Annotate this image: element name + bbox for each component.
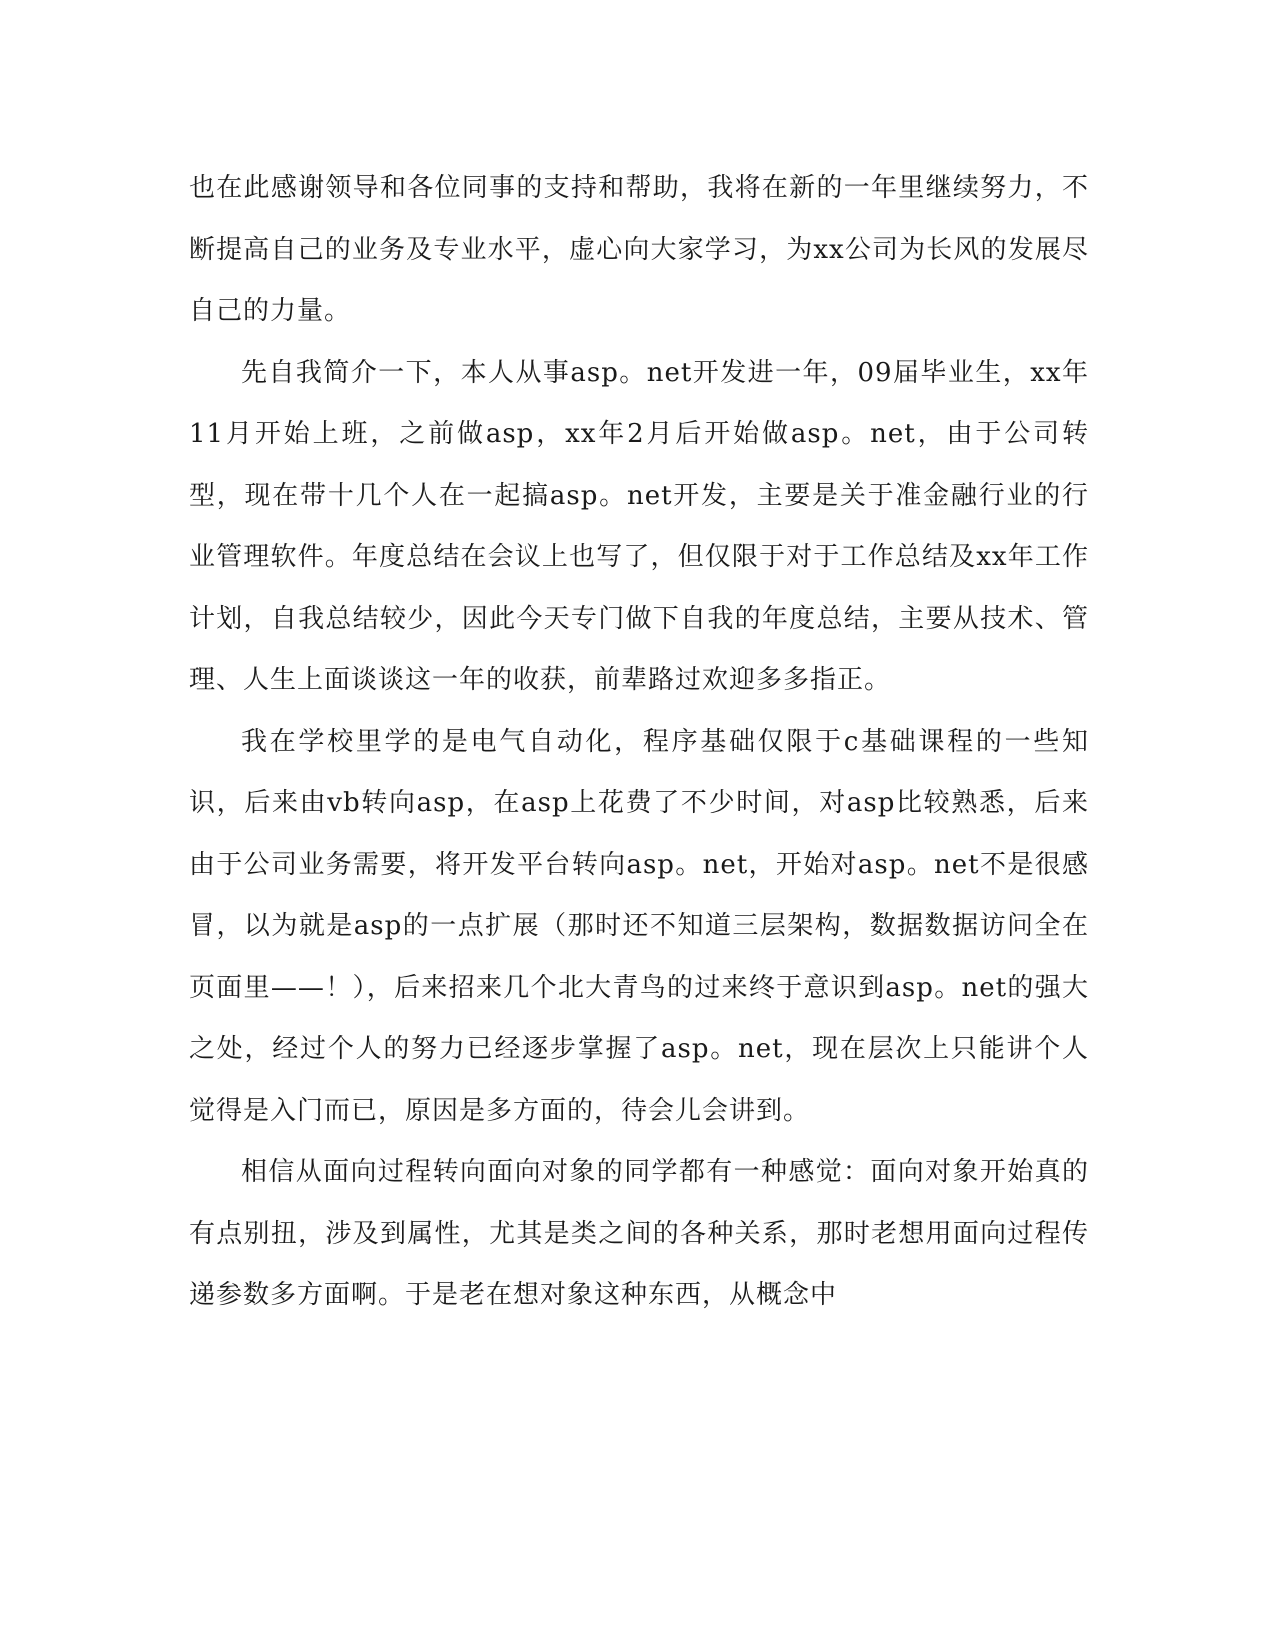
paragraph-3: 我在学校里学的是电气自动化，程序基础仅限于c基础课程的一些知识，后来由vb转向asp，在asp上花费了不少时间，对asp比较熟悉，后来由于公司业务需要，将开发平台转向asp。net，开始对asp。net不是很感冒，以为就是asp的一点扩展（那时还不知道三层架构，数据数据访问全在页面里——！），后来招来几个北大青鸟的过来终于意识到asp。net的强大之处，经过个人的努力已经逐步掌握了asp。net，现在层次上只能讲个人觉得是入门而已，原因是多方面的，待会儿会讲到。 — [189, 726, 1089, 1126]
paragraph-4: 相信从面向过程转向面向对象的同学都有一种感觉：面向对象开始真的有点别扭，涉及到属性，尤其是类之间的各种关系，那时老想用面向过程传递参数多方面啊。于是老在想对象这种东西，从概念中 — [189, 1157, 1089, 1310]
paragraph-1: 也在此感谢领导和各位同事的支持和帮助，我将在新的一年里继续努力，不断提高自己的业务及专业水平，虚心向大家学习，为xx公司为长风的发展尽自己的力量。 — [189, 173, 1089, 326]
paragraph-2: 先自我简介一下，本人从事asp。net开发进一年，09届毕业生，xx年11月开始上班，之前做asp，xx年2月后开始做asp。net，由于公司转型，现在带十几个人在一起搞asp。net开发，主要是关于准金融行业的行业管理软件。年度总结在会议上也写了，但仅限于对于工作总结及xx年工作计划，自我总结较少，因此今天专门做下自我的年度总结，主要从技术、管理、人生上面谈谈这一年的收获，前辈路过欢迎多多指正。 — [189, 357, 1089, 695]
document-body — [189, 158, 1089, 1327]
